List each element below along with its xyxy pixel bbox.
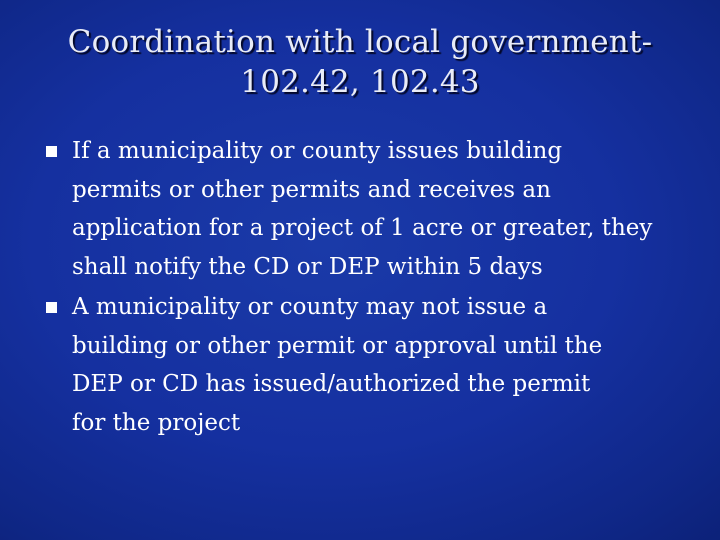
bullet-text-line: A municipality or county may not issue a [72,294,548,320]
bullet-text-line: building or other permit or approval until the [72,332,603,359]
title-line-2: 102.42, 102.43 [240,64,480,100]
bullet-text-line: application for a project of 1 acre or greater, they [72,215,653,241]
bullet-text-line: for the project [72,409,241,436]
bullet-list [46,132,686,444]
square-bullet-icon [46,146,57,157]
bullet-text-line: If a municipality or county issues building [72,138,563,164]
bullet-text-line: DEP or CD has issued/authorized the permit [72,371,591,397]
square-bullet-icon [46,302,57,313]
bullet-text-line: shall notify the CD or DEP within 5 days [72,253,543,280]
bullet-item-permit [46,288,686,442]
bullet-item-notify [46,132,686,286]
bullet-text-line: permits or other permits and receives an [72,176,551,203]
slide-title [20,22,700,102]
title-line-1: Coordination with local government- [67,24,653,60]
